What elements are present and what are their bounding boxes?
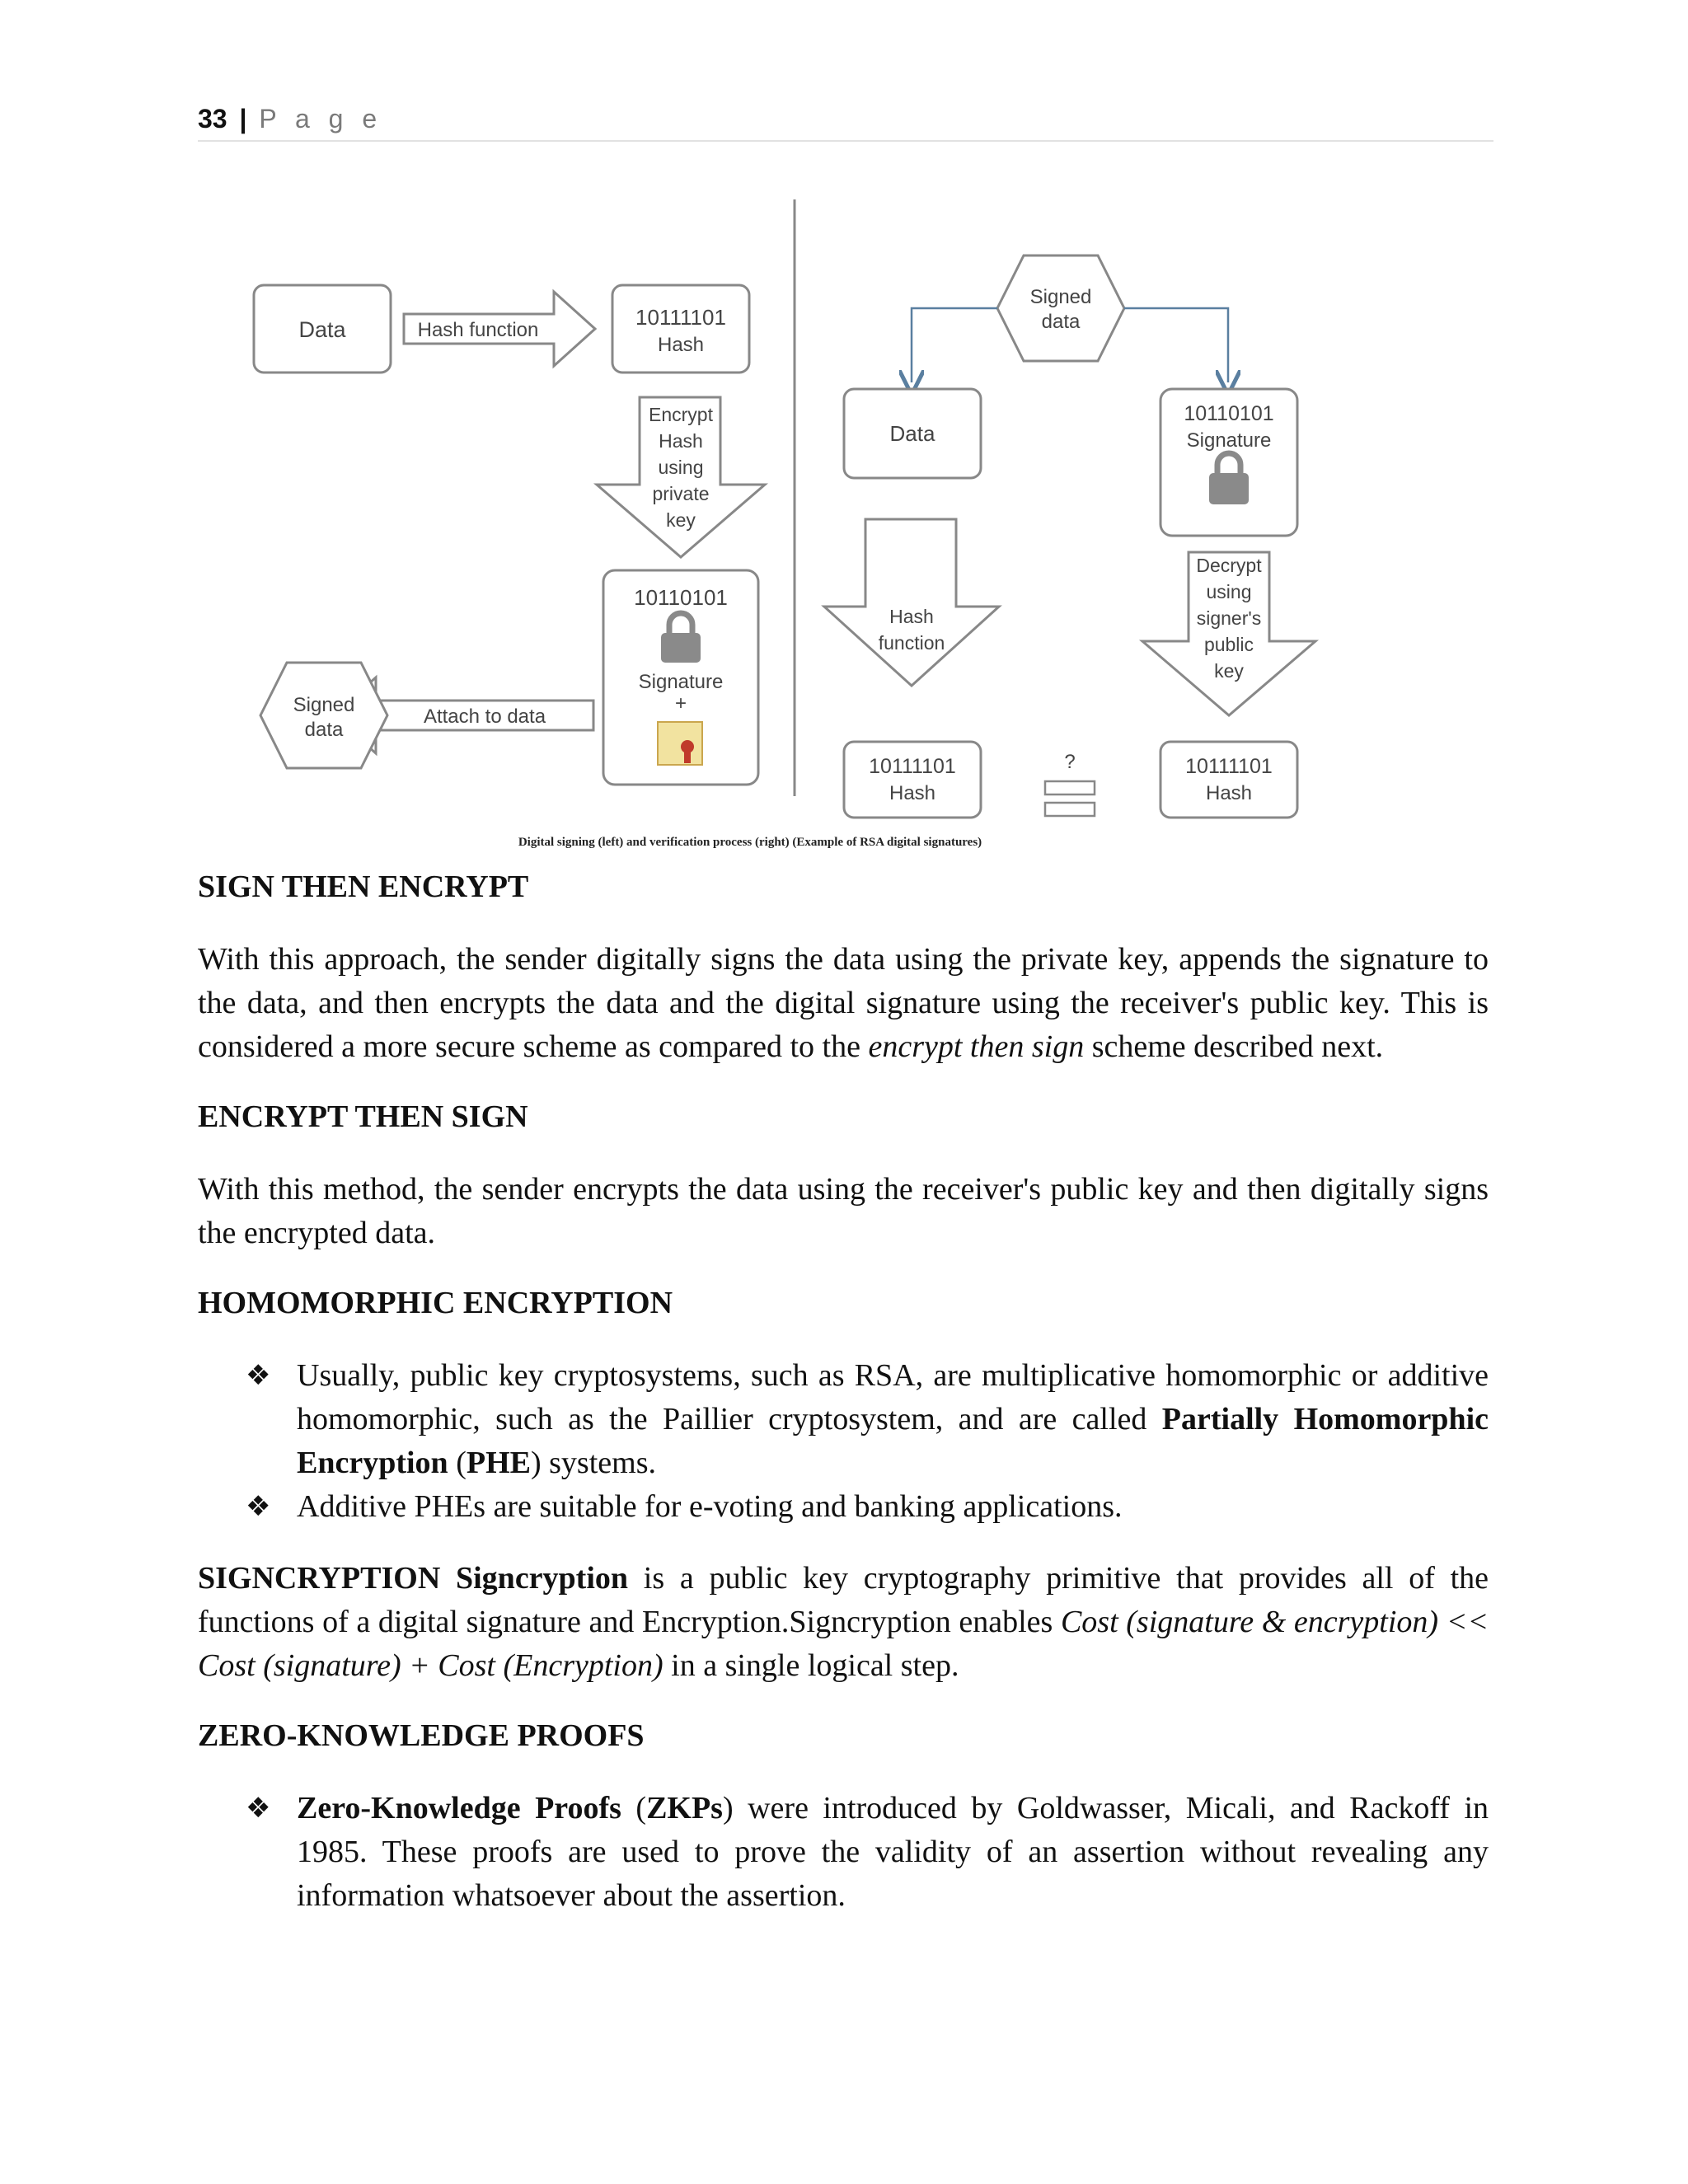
para-sign-then-encrypt <box>198 938 1489 1069</box>
left-signed-line1: Signed <box>293 694 355 716</box>
figure-caption: Digital signing (left) and verification process (right) (Example of RSA digital signatures) <box>518 836 982 849</box>
encrypt-line-5: key <box>666 509 696 531</box>
zkp-list <box>198 1787 1489 1918</box>
right-hash-fn-line2: function <box>878 632 945 654</box>
bullet-bold-abbrev: PHE <box>466 1446 531 1480</box>
digital-signature-figure <box>231 194 1352 864</box>
page-number: 33 <box>198 104 227 134</box>
left-signed-line2: data <box>304 719 344 741</box>
list-item <box>246 1787 1489 1918</box>
encrypt-line-4: private <box>652 483 710 504</box>
compare-question: ? <box>1064 751 1076 773</box>
encrypt-line-1: Encrypt <box>649 404 713 425</box>
left-sig-bits: 10110101 <box>634 585 728 610</box>
heading-homomorphic: HOMOMORPHIC ENCRYPTION <box>198 1286 673 1320</box>
right-signed-line2: data <box>1041 311 1081 333</box>
encrypt-line-3: using <box>658 457 704 478</box>
bullet-bold: Partially Homomorphic Encryption <box>297 1402 1489 1480</box>
diamond-bullet-icon: ❖ <box>246 1792 271 1825</box>
para-text-2: scheme described next. <box>1084 1029 1384 1064</box>
decrypt-line-3: signer's <box>1196 607 1262 629</box>
left-sig-label: Signature <box>638 671 724 693</box>
right-data-label: Data <box>889 421 935 446</box>
right-signed-data-hex <box>997 255 1124 361</box>
zkp-open: ( <box>621 1791 647 1825</box>
list-item <box>246 1485 1489 1529</box>
right-sig-label: Signature <box>1186 429 1272 452</box>
signcryption-text-2: in a single logical step. <box>663 1648 959 1683</box>
bullet-close: ) systems. <box>530 1446 656 1480</box>
right-hash1-label: Hash <box>889 782 936 804</box>
right-hash1-bits: 10111101 <box>869 755 956 778</box>
para-encrypt-then-sign: With this method, the sender encrypts the data using the receiver's public key and then digitally signs the encrypted data. <box>198 1172 1489 1250</box>
page-word: P a g e <box>259 104 383 134</box>
main-content <box>198 867 1489 1918</box>
right-hash2-label: Hash <box>1205 782 1253 804</box>
right-hash2-box <box>1160 742 1297 818</box>
heading-encrypt-then-sign: ENCRYPT THEN SIGN <box>198 1099 528 1134</box>
hash-function-label: Hash function <box>417 319 539 341</box>
header-separator: | <box>239 104 247 134</box>
encrypt-line-2: Hash <box>659 430 703 452</box>
zkp-text: ) were introduced by Goldwasser, Micali, and Rackoff in 1985. These proofs are used to prove the validity of an assertion without revealing any information whatsoever about the assertion. <box>297 1791 1489 1913</box>
heading-sign-then-encrypt: SIGN THEN ENCRYPT <box>198 869 529 904</box>
right-hash-fn-line1: Hash <box>889 606 934 627</box>
connector-to-data <box>912 308 997 382</box>
signcryption-emphasis: Cost (signature & encryption) << Cost (signature) + Cost (Encryption) <box>198 1605 1489 1683</box>
right-hash2-bits: 10111101 <box>1185 755 1273 778</box>
right-signed-line1: Signed <box>1029 286 1092 308</box>
para-emphasis: encrypt then sign <box>868 1029 1085 1064</box>
certificate-icon <box>658 722 702 765</box>
zkp-bold: Zero-Knowledge Proofs <box>297 1791 621 1825</box>
equals-icon <box>1045 781 1095 816</box>
connector-to-signature <box>1124 308 1228 382</box>
left-hash-label: Hash <box>657 334 705 356</box>
bullet-open: ( <box>448 1446 467 1480</box>
right-sig-bits: 10110101 <box>1184 402 1274 425</box>
bullet-text: Additive PHEs are suitable for e-voting and banking applications. <box>297 1489 1123 1524</box>
left-data-label: Data <box>298 317 346 342</box>
signcryption-bold: SIGNCRYPTION Signcryption <box>198 1561 629 1596</box>
left-hash-bits: 10111101 <box>635 305 726 330</box>
heading-zkp: ZERO-KNOWLEDGE PROOFS <box>198 1718 645 1753</box>
diamond-bullet-icon: ❖ <box>246 1359 271 1392</box>
homomorphic-list <box>198 1354 1489 1529</box>
para-signcryption <box>198 1557 1489 1688</box>
decrypt-line-1: Decrypt <box>1196 555 1262 576</box>
attach-label: Attach to data <box>423 705 546 728</box>
digital-signature-diagram <box>231 194 1352 864</box>
decrypt-line-4: public <box>1203 634 1254 655</box>
decrypt-line-2: using <box>1206 581 1252 602</box>
right-hash-function-arrow <box>824 519 999 686</box>
decrypt-line-5: key <box>1214 660 1244 682</box>
right-hash1-box <box>844 742 981 818</box>
bullet-text: Usually, public key cryptosystems, such as RSA, are multiplicative homomorphic or additive homomorphic, such as the Paillier cryptosystem, and are called <box>297 1358 1489 1436</box>
signcryption-text-1: is a public key cryptography primitive that provides all of the functions of a digital signature and Encryption.Signcryption enables <box>198 1561 1489 1639</box>
list-item <box>246 1354 1489 1485</box>
page-header <box>198 101 1493 142</box>
left-sig-plus: + <box>674 692 687 715</box>
para-text-1: With this approach, the sender digitally signs the data using the private key, appends the signature to the data, and then encrypts the data and the digital signature using the receiver's public key. This is considered a more secure scheme as compared to the <box>198 942 1489 1064</box>
diamond-bullet-icon: ❖ <box>246 1490 271 1523</box>
zkp-bold-abbrev: ZKPs <box>646 1791 723 1825</box>
